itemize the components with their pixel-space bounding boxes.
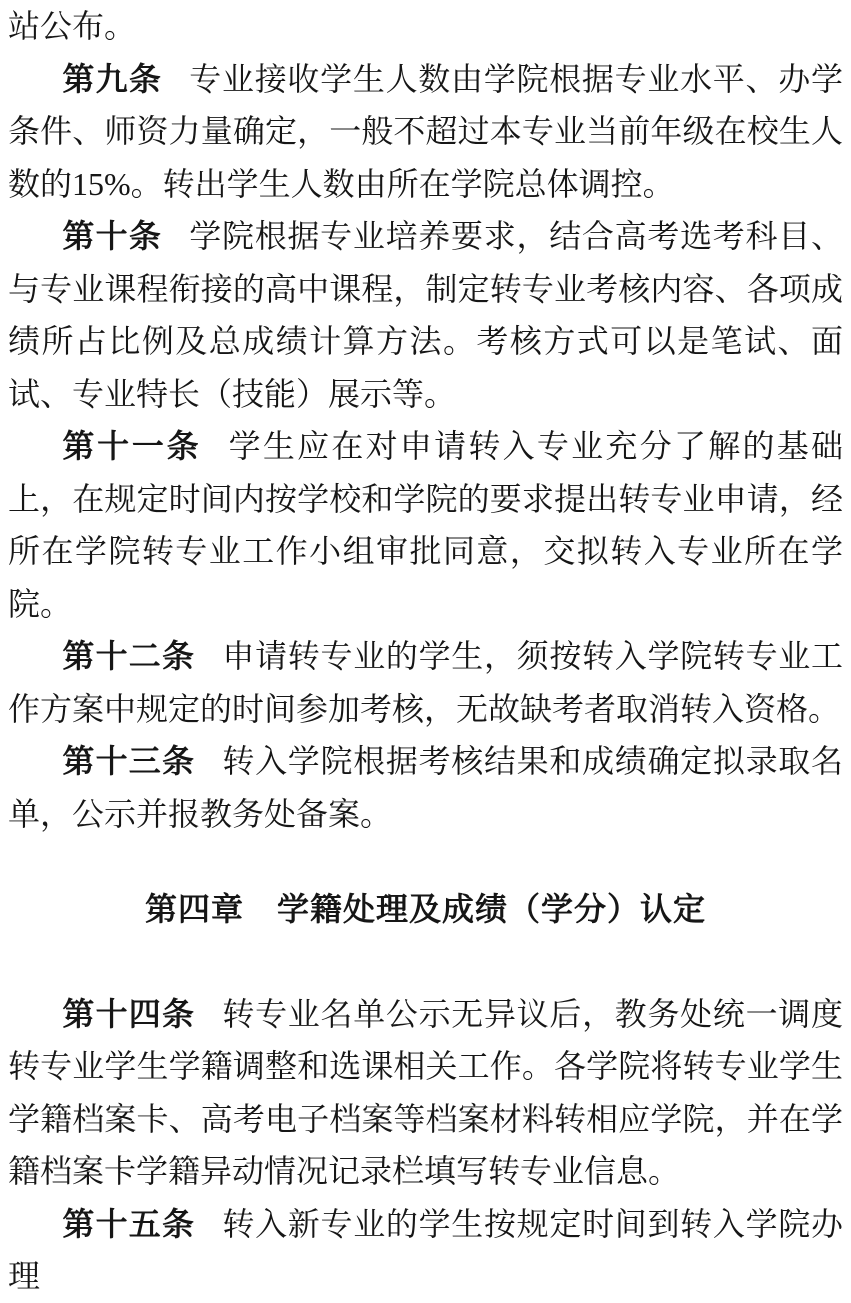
article-9-text: 专业接收学生人数由学院根据专业水平、办学条件、师资力量确定，一般不超过本专业当前年级在校生人数的15%。转出学生人数由所在学院总体调控。 — [8, 60, 843, 202]
article-15-text: 转入新专业的学生按规定时间到转入学院办理 — [8, 1205, 843, 1294]
article-12-text: 申请转专业的学生，须按转入学院转专业工作方案中规定的时间参加考核，无故缺考者取消转入资格。 — [8, 638, 843, 727]
article-12-label: 第十二条 — [62, 638, 196, 674]
article-11-label: 第十一条 — [62, 428, 202, 464]
article-11 — [8, 420, 843, 630]
article-14-text: 转专业名单公示无异议后，教务处统一调度转专业学生学籍调整和选课相关工作。各学院将转专业学生学籍档案卡、高考电子档案等档案材料转相应学院，并在学籍档案卡学籍异动情况记录栏填写转专业信息。 — [8, 995, 843, 1189]
article-14 — [8, 988, 843, 1198]
article-10 — [8, 210, 843, 420]
article-11-text: 学生应在对申请转入专业充分了解的基础上，在规定时间内按学校和学院的要求提出转专业申请，经所在学院转专业工作小组审批同意，交拟转入专业所在学院。 — [8, 428, 843, 622]
article-10-label: 第十条 — [62, 218, 163, 254]
article-12 — [8, 630, 843, 735]
chapter-heading: 第四章 学籍处理及成绩（学分）认定 — [144, 891, 706, 927]
article-15 — [8, 1198, 843, 1303]
article-15-label: 第十五条 — [62, 1205, 196, 1242]
article-9-label: 第九条 — [62, 60, 163, 97]
article-14-label: 第十四条 — [62, 995, 196, 1032]
article-9 — [8, 53, 843, 211]
paragraph-continuation: 站公布。 — [8, 8, 137, 44]
article-13 — [8, 735, 843, 840]
article-13-text: 转入学院根据考核结果和成绩确定拟录取名单，公示并报教务处备案。 — [8, 743, 843, 832]
article-13-label: 第十三条 — [62, 743, 196, 779]
article-10-text: 学院根据专业培养要求，结合高考选考科目、与专业课程衔接的高中课程，制定转专业考核内容、各项成绩所占比例及总成绩计算方法。考核方式可以是笔试、面试、专业特长（技能）展示等。 — [8, 218, 843, 412]
